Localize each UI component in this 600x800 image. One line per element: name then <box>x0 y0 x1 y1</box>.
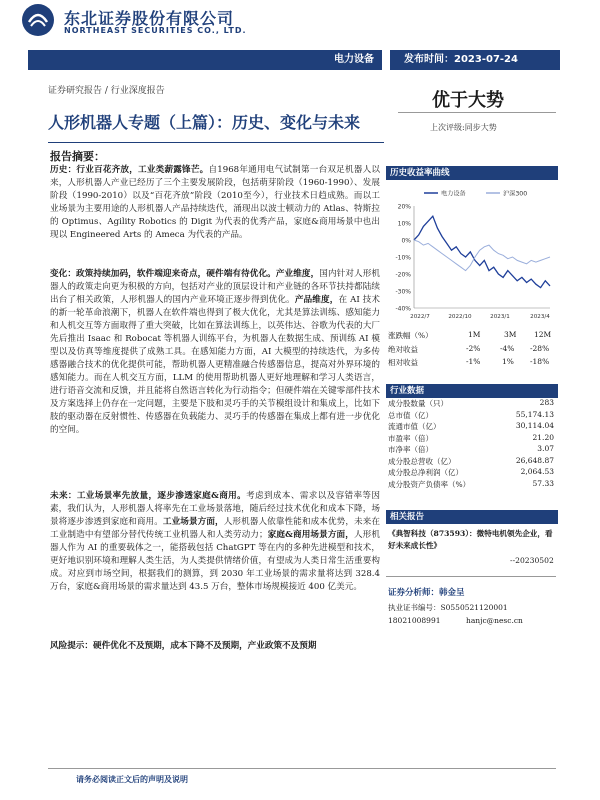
x-tick-label: 2022/10 <box>448 314 472 320</box>
future-body: 考虑到成本、需求以及容错率等因素，我们认为，人形机器人将率先在工业场景落地，随后经过技术优化和成本下降，场景将逐步渗透到家庭和商用。 <box>50 491 380 527</box>
legend-label: 沪深300 <box>503 190 528 198</box>
perf-header-cell: 涨跌幅（%） <box>388 331 433 340</box>
perf-heading: 历史收益率曲线 <box>386 166 558 180</box>
perf-row <box>388 357 554 369</box>
risk-warning <box>50 640 380 653</box>
perf-row <box>388 344 554 356</box>
change-lead: 变化：政策持续加码，软件端迎来奇点，硬件端有待优化。产业维度， <box>50 269 320 279</box>
title-divider <box>48 142 384 143</box>
perf-cell: 相对收益 <box>388 358 418 367</box>
indicator-row <box>388 421 554 432</box>
perf-header-row <box>388 330 554 342</box>
indicator-row <box>388 467 554 478</box>
perf-header-cell: 12M <box>534 330 552 339</box>
analyst-email: hanjc@nesc.cn <box>466 616 523 625</box>
analyst-heading: 证券分析师：韩金呈 <box>388 588 465 598</box>
x-tick-label: 2022/7 <box>410 314 430 320</box>
indicator-row <box>388 398 554 409</box>
indicator-label: 成分股资产负债率（%） <box>388 479 471 489</box>
legend-label: 电力设备 <box>441 190 466 198</box>
abstract-future <box>50 490 380 594</box>
rating-current: 优于大势 <box>432 90 504 111</box>
indicator-value: 21.20 <box>532 432 554 442</box>
abstract-heading: 报告摘要： <box>50 150 105 163</box>
change-body-product: 在 AI 技术的新一轮革命浪潮下，机器人在软件端也得到了极大优化，尤其是算法训练、感知能力和人机交互等方面取得了重大突破，比如在算法训练上，以英伟达、谷歌为代表的大厂先后推出 Isaac 和 Robocat 等机器人训练平台，为机器人在数据生成、预训练 AI 模型以及仿真等维度提供了成熟工具。在感知能力方面，AI 大模型的持续迭代，为多传感器融合技术的优化提供可能，帮助机器人更精准融合传感器信息，提高对外界环境的感知能力。而在人机交互方面，LLM 的使用帮助机器人更好地理解和学习人类语言，进行语音交流和反馈，并且能将自然语言转化为行动指令；但硬件端在关键零部件技术及方案选择上仍存在一定问题，主要是下肢和灵巧手的关节模组设计和集成上，比如下肢的驱动器在反射惯性、传感器在负载能力、灵巧手的传感器在集成上都有进一步优化的空间。 <box>50 295 380 435</box>
breadcrumb: 证券研究报告 / 行业深度报告 <box>48 86 165 96</box>
sector-label: 电力设备 <box>334 54 374 65</box>
perf-cell: -1% <box>466 357 481 366</box>
history-body: 自1968年通用电气试制第一台双足机器人以来，人形机器人产业已经历了三个主要发展阶段，包括萌芽阶段（1960-1990）、发展阶段（1990-2010）以及“百花齐放”阶段（2010至今），行业技术日趋成熟。而以工业场景为主要用途的人形机器人产品持续迭代，涌现出以波士顿动力的 Atlas、特斯拉的 Optimus、Agility Robotics 的 Digit 为代表的优秀产品，家庭&商用场景中也出现以 Engineered Arts 的 Ameca 为代表的产品。 <box>50 165 380 240</box>
series-line <box>414 240 550 271</box>
analyst-cert: 执业证书编号：S0550521120001 <box>388 603 508 612</box>
change-body: 国内针对人形机器人的政策走向更为积极的方向，包括对产业的顶层设计和产业链的各环节扶持都陆续出台了相关政策，人形机器人的国内产业环境正逐步得到优化。 <box>50 269 380 305</box>
indicator-label: 成分股总营收（亿） <box>388 456 456 466</box>
indicator-label: 市净率（倍） <box>388 445 433 454</box>
indicator-value: 283 <box>539 398 554 407</box>
publish-bar <box>390 50 560 70</box>
rating-divider <box>398 112 556 113</box>
indicator-row <box>388 410 554 421</box>
indicator-row <box>388 433 554 444</box>
indicator-label: 总市值（亿） <box>388 410 433 420</box>
x-tick-label: 2023/4 <box>530 314 550 320</box>
indicator-label: 市盈率（倍） <box>388 433 433 443</box>
company-name: 东北证券股份有限公司 <box>64 9 235 28</box>
indicator-row <box>388 479 554 490</box>
indicator-value: 3.07 <box>537 444 554 453</box>
footer-divider <box>48 768 556 769</box>
related-date: --20230502 <box>510 556 554 565</box>
indicator-value: 2,064.53 <box>520 467 554 476</box>
y-tick-label: -40% <box>395 305 411 313</box>
report-title: 人形机器人专题（上篇）：历史、变化与未来 <box>48 113 361 132</box>
x-tick-label: 2023/1 <box>490 314 510 320</box>
indicator-label: 流通市值（亿） <box>388 422 441 431</box>
publish-date: 发布时间：2023-07-24 <box>404 54 518 65</box>
perf-chart <box>386 184 556 324</box>
future-body-home: 人形机器人作为 AI 的重要载体之一，能搭载包括 ChatGPT 等在内的多种先进模型和技术，更好地识别环境和理解人类生活，为人类提供情绪价值，有望成为人类日常生活重要构成。对应到市场空间，根据我们的测算，到 2030 年工业场景的需求量将达到 328.4 万台，家庭&商用场景的需求量达到 43.5 万台，整体市场规模接近 400 亿美元。 <box>50 530 380 592</box>
perf-cell: -28% <box>530 344 550 353</box>
related-report: 《典智科技（873593）：微特电机领先企业，看好未来成长性》 <box>388 529 553 550</box>
perf-cell: -4% <box>500 344 515 353</box>
indicator-value: 57.33 <box>532 478 554 488</box>
perf-cell: 1% <box>502 357 514 366</box>
y-tick-label: -20% <box>395 271 411 279</box>
footer-disclaimer: 请务必阅读正文后的声明及说明 <box>76 774 188 784</box>
perf-cell: 绝对收益 <box>388 345 418 354</box>
company-name-en: NORTHEAST SECURITIES CO., LTD. <box>64 26 247 35</box>
y-tick-label: 10% <box>397 220 411 228</box>
y-tick-label: 20% <box>397 203 411 211</box>
indicator-value: 26,648.87 <box>515 455 554 465</box>
perf-header-cell: 3M <box>504 330 517 339</box>
header-bar <box>28 50 382 70</box>
abstract-change <box>50 268 380 437</box>
series-line <box>414 216 550 287</box>
y-tick-label: -30% <box>395 288 411 296</box>
history-lead: 历史：行业百花齐放，工业类薪露锋芒。 <box>50 165 209 175</box>
indicator-label: 成分股数量（只） <box>388 399 448 408</box>
analyst-phone: 18021008991 <box>388 616 441 625</box>
indicator-label: 成分股总净利润（亿） <box>388 468 463 477</box>
future-lead-home: 家庭&商用场景方面， <box>267 530 354 540</box>
indicator-row <box>388 456 554 467</box>
indicators-heading: 行业数据 <box>386 384 558 398</box>
y-tick-label: 0% <box>401 237 411 245</box>
indicator-value: 55,174.13 <box>515 409 554 419</box>
risk-lead: 风险提示： <box>50 641 93 651</box>
indicator-row <box>388 444 554 455</box>
risk-body: 硬件优化不及预期，成本下降不及预期，产业政策不及预期 <box>92 641 317 651</box>
perf-cell: -18% <box>530 357 550 366</box>
analyst-divider <box>386 576 556 577</box>
y-tick-label: -10% <box>395 254 411 262</box>
future-lead-industry: 工业场景方面， <box>162 517 224 527</box>
perf-cell: -2% <box>466 344 481 353</box>
change-lead-product: 产品维度， <box>294 295 339 305</box>
future-body-industry: 人形机器人依靠性能和成本优势，未来在工业制造中有望部分替代传统工业机器人和人类劳动力； <box>50 517 380 540</box>
related-heading: 相关报告 <box>386 510 558 524</box>
rating-previous: 上次评级:同步大势 <box>430 123 497 132</box>
perf-header-cell: 1M <box>468 330 481 339</box>
indicator-value: 30,114.04 <box>515 421 554 430</box>
company-logo-icon <box>22 4 54 36</box>
abstract-history <box>50 164 380 242</box>
future-lead: 未来：工业场景率先放量，逐步渗透家庭&商用。 <box>50 491 247 501</box>
